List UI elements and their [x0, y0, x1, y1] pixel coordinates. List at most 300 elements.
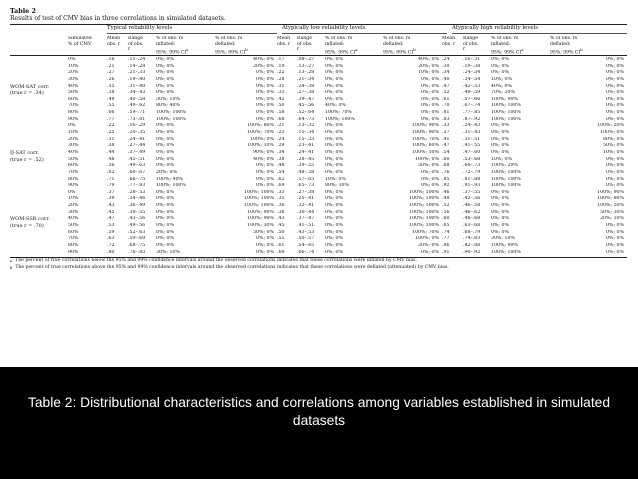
table-row: [10, 90, 627, 97]
col-head-range: Range of obs. r: [128, 36, 144, 53]
table-cell: 100%; 90%: [491, 96, 518, 102]
table-cell: .54: [442, 149, 450, 155]
table-row: [10, 203, 627, 210]
table-cell: 0%; 0%: [325, 70, 343, 76]
table-cell: 100%; 100%: [491, 110, 521, 116]
table-cell: 0%; 0%: [421, 110, 439, 116]
table-cell: .81: [442, 110, 450, 116]
table-cell: .91: [442, 249, 450, 255]
table-cell: 0%; 0%: [325, 57, 343, 62]
column-headers: [10, 36, 627, 56]
table-cell: .24–.43: [463, 123, 481, 129]
header-rule: [10, 55, 627, 56]
table-cell: 0%; 0%: [325, 163, 343, 169]
table-cell: 0%; 0%: [325, 169, 343, 175]
table-cell: .68: [442, 163, 450, 169]
table-cell: 100%; 100%: [491, 249, 521, 255]
table-row: [10, 230, 627, 237]
table-cell: .49–.62: [128, 103, 146, 109]
table-row: [10, 57, 627, 64]
table-cell: 50%; 0%: [603, 143, 624, 149]
table-cell: 80%: [68, 110, 79, 116]
table-cell: .69: [277, 249, 285, 255]
table-cell: 100%; 50%: [597, 203, 624, 209]
table-cell: 0%; 0%: [256, 176, 274, 182]
table-cell: .54–.65: [297, 242, 315, 248]
table-cell: 0%; 0%: [156, 229, 174, 235]
table-cell: .83: [442, 116, 450, 122]
table-row: [10, 117, 627, 124]
table-cell: 0%; 0%: [325, 156, 343, 162]
table-cell: 100%; 80%: [247, 123, 274, 129]
row-group-label-empty: [10, 236, 68, 243]
table-cell: 0%; 0%: [606, 229, 624, 235]
table-cell: 0%; 0%: [606, 110, 624, 116]
slide-caption: Table 2: Distributional characteristics and correlations among variables established in simulated datasets: [27, 395, 611, 428]
table-cell: 0%; 0%: [491, 63, 509, 69]
table-cell: .44: [107, 149, 115, 155]
table-cell: .61: [442, 96, 450, 102]
footnote-b: $^b$ The percent of true correlations above the 95% and 99% confidence intervals around the observed correlations indicates that these correlations were deflated (attenuated) by CMV bias.: [10, 265, 449, 270]
table-cell: 100%; 0%: [415, 236, 439, 242]
table-cell: .33: [277, 189, 285, 195]
table-cell: .52–.64: [297, 110, 315, 116]
table-cell: 0%; 0%: [156, 70, 174, 76]
table-cell: 100%; 100%: [491, 103, 521, 109]
table-cell: .38: [107, 143, 115, 149]
table-cell: 60%: [68, 163, 79, 169]
table-row: [10, 77, 627, 84]
table-cell: 0%; 0%: [491, 189, 509, 195]
table-cell: .60: [442, 156, 450, 162]
table-cell: .34–.43: [128, 90, 146, 96]
table-cell: 0%; 0%: [325, 123, 343, 129]
table-cell: 0%; 0%: [325, 242, 343, 248]
table-cell: .57–.65: [297, 176, 315, 182]
table-cell: 0%; 0%: [256, 242, 274, 248]
table-cell: 0%; 0%: [421, 176, 439, 182]
table-cell: .13–.32: [297, 123, 315, 129]
table-row: [10, 223, 627, 230]
row-group-label-empty: [10, 230, 68, 237]
table-cell: .34–.54: [463, 76, 481, 82]
table-cell: .15–.34: [297, 130, 315, 136]
table-cell: 0%; 0%: [325, 229, 343, 235]
table-cell: 100%; 70%: [325, 110, 352, 116]
row-group-label-empty: [10, 57, 68, 64]
table-cell: 20%; 0%: [156, 169, 177, 175]
table-cell: 30%: [68, 209, 79, 215]
table-cell: .24: [442, 57, 450, 62]
table-cell: .46: [442, 189, 450, 195]
table-cell: .64–.73: [297, 116, 315, 122]
table-cell: 50%; 30%: [600, 209, 624, 215]
row-group-label-empty: [10, 117, 68, 124]
row-group-label: (true r = .34): [10, 90, 44, 97]
table-cell: 80%; 40%: [156, 103, 180, 109]
table-cell: .81–.88: [463, 176, 481, 182]
table-cell: .16–.29: [128, 123, 146, 129]
table-row: [10, 103, 627, 110]
row-group-label-empty: [10, 196, 68, 203]
table-cell: .58: [277, 110, 285, 116]
table-cell: 10%: [68, 63, 79, 69]
table-cell: 100%; 20%: [597, 123, 624, 129]
table-cell: .47: [442, 83, 450, 89]
row-group-label-empty: [10, 130, 68, 137]
table-cell: 0%; 0%: [325, 136, 343, 142]
table-cell: 30%: [68, 76, 79, 82]
row-group-label-empty: [10, 183, 68, 190]
table-cell: .21–.33: [128, 70, 146, 76]
table-cell: .72–.79: [463, 169, 481, 175]
table-caption: Results of test of CMV bias in three correlations in simulated datasets.: [10, 15, 226, 22]
table-cell: 20%; 0%: [418, 63, 439, 69]
table-cell: .68: [277, 116, 285, 122]
table-cell: 90%: [68, 116, 79, 122]
table-row: [10, 170, 627, 177]
table-cell: 0%; 0%: [325, 216, 343, 222]
table-cell: .50–.57: [297, 236, 315, 242]
table-cell: .49–.63: [128, 163, 146, 169]
table-cell: .42–.56: [463, 196, 481, 202]
table-cell: 0%; 0%: [421, 76, 439, 82]
table-cell: 60%: [68, 229, 79, 235]
table-cell: 100%; 100%: [491, 183, 521, 189]
table-cell: 100%; 100%: [156, 110, 186, 116]
table-cell: .39–.47: [297, 96, 315, 102]
row-group-label-empty: [10, 137, 68, 144]
table-cell: .45–.56: [297, 103, 315, 109]
table-cell: 10%; 0%: [491, 76, 512, 82]
table-cell: 0%; 0%: [421, 183, 439, 189]
table-cell: .40: [442, 76, 450, 82]
table-cell: .73–.81: [128, 116, 146, 122]
table-cell: 0%; 0%: [606, 96, 624, 102]
table-cell: .39–.55: [297, 163, 315, 169]
table-cell: 100%; 90%: [597, 189, 624, 195]
table-cell: 0%; 0%: [606, 223, 624, 229]
table-cell: .49–.59: [463, 90, 481, 96]
table-cell: .53: [107, 223, 115, 229]
col-head-simulated: Simulated % of CMV: [68, 36, 92, 47]
table-cell: .62: [277, 176, 285, 182]
table-cell: .77: [107, 116, 115, 122]
table-row: [10, 150, 627, 157]
table-cell: .47: [107, 216, 115, 222]
col-head-mean: Mean obs. r: [107, 36, 121, 47]
table-cell: .23–.41: [297, 143, 315, 149]
table-cell: .24–.38: [297, 83, 315, 89]
col-head-deflated: % of obs. rs deflated: 95%; 99% $CI^b$: [215, 36, 248, 56]
table-cell: 30%: [68, 143, 79, 149]
table-cell: 0%; 0%: [156, 236, 174, 242]
table-cell: 10%; 0%: [491, 156, 512, 162]
table-cell: 100%; 100%: [156, 116, 186, 122]
table-cell: .70: [442, 103, 450, 109]
table-cell: 100%; 0%: [250, 136, 274, 142]
col-head-range: Range of obs. r: [463, 36, 479, 53]
group-heading-low: Atypically low reliability levels: [282, 25, 366, 31]
table-cell: .27: [107, 70, 115, 76]
table-cell: .86: [442, 242, 450, 248]
table-cell: 0%; 0%: [421, 116, 439, 122]
table-title: Table 2: [10, 7, 36, 15]
table-cell: .42: [277, 96, 285, 102]
table-cell: 0%; 0%: [325, 203, 343, 209]
table-cell: .13–.28: [297, 70, 315, 76]
table-cell: .27–.44: [128, 143, 146, 149]
table-cell: .27–.38: [297, 90, 315, 96]
table-cell: .30: [442, 63, 450, 69]
table-cell: 100%; 100%: [491, 169, 521, 175]
table-cell: 0%; 0%: [606, 63, 624, 69]
table-cell: 100%; 0%: [415, 156, 439, 162]
table-cell: .24: [277, 136, 285, 142]
row-group-label-empty: [10, 170, 68, 177]
row-group-label: IJ-SAT corr.: [10, 149, 39, 156]
table-cell: 20%; 10%: [600, 216, 624, 222]
col-head-inflated: % of obs. rs inflated: 95%; 99% $CI^a$: [491, 36, 524, 56]
table-cell: 0%; 0%: [156, 209, 174, 215]
table-cell: 0%; 0%: [256, 70, 274, 76]
table-cell: .53–.68: [463, 156, 481, 162]
table-cell: 90%: [68, 183, 79, 189]
table-cell: 0%; 0%: [156, 76, 174, 82]
table-cell: .45–.51: [128, 156, 146, 162]
table-cell: 0%: [68, 57, 76, 62]
table-cell: .48: [442, 196, 450, 202]
table-cell: .22: [107, 123, 115, 129]
table-cell: .50: [277, 229, 285, 235]
table-cell: 100%; 100%: [156, 183, 186, 189]
table-cell: .43–.56: [128, 216, 146, 222]
table-cell: 0%; 0%: [156, 83, 174, 89]
table-cell: .46–.68: [463, 216, 481, 222]
table-cell: 20%: [68, 136, 79, 142]
table-cell: 30%; 10%: [156, 249, 180, 255]
table-cell: .25: [107, 130, 115, 136]
table-cell: .31: [107, 136, 115, 142]
table-cell: 0%; 0%: [421, 103, 439, 109]
table-cell: 40%; 0%: [418, 57, 439, 62]
table-cell: 0%; 0%: [491, 57, 509, 62]
table-cell: 100%; 100%: [244, 203, 274, 209]
table-cell: 0%; 0%: [491, 216, 509, 222]
row-group-label-empty: [10, 97, 68, 104]
table-cell: .55: [107, 103, 115, 109]
table-cell: .31–.51: [463, 136, 481, 142]
table-cell: .43–.53: [297, 229, 315, 235]
table-cell: .67–.74: [463, 103, 481, 109]
table-cell: .38: [277, 156, 285, 162]
table-cell: 10%; 0%: [325, 176, 346, 182]
table-cell: .38: [107, 90, 115, 96]
row-group-label-empty: [10, 163, 68, 170]
table-row: [10, 183, 627, 190]
table-cell: .79: [107, 183, 115, 189]
table-cell: 100%; 100%: [409, 196, 439, 202]
table-cell: .63–.68: [463, 223, 481, 229]
table-cell: .77–.85: [463, 110, 481, 116]
table-cell: 0%; 0%: [156, 216, 174, 222]
table-cell: .48–.58: [297, 169, 315, 175]
table-cell: .43: [107, 203, 115, 209]
table-cell: 30%; 10%: [156, 96, 180, 102]
table-cell: 20%; 0%: [418, 242, 439, 248]
table-cell: 20%; 0%: [253, 63, 274, 69]
table-cell: 10%: [68, 196, 79, 202]
table-cell: 0%; 0%: [156, 57, 174, 62]
table-cell: .20–.35: [128, 130, 146, 136]
table-row: [10, 70, 627, 77]
table-cell: .36: [277, 203, 285, 209]
row-group-label-empty: [10, 210, 68, 217]
table-cell: .37–.49: [128, 149, 146, 155]
table-cell: 0%; 0%: [325, 63, 343, 69]
table-cell: .42–.53: [463, 83, 481, 89]
table-cell: 0%; 0%: [156, 63, 174, 69]
table-cell: .52: [442, 203, 450, 209]
table-cell: 90%: [68, 249, 79, 255]
table-cell: .60: [442, 216, 450, 222]
table-cell: .71: [107, 176, 115, 182]
table-cell: 60%: [68, 96, 79, 102]
table-cell: 40%; 0%: [491, 83, 512, 89]
table-cell: 0%; 0%: [491, 203, 509, 209]
table-cell: 0%: [68, 189, 76, 195]
table-cell: 10%; 0%: [418, 70, 439, 76]
table-cell: 0%; 0%: [606, 116, 624, 122]
table-cell: .45: [277, 223, 285, 229]
table-cell: 0%; 0%: [156, 130, 174, 136]
table-cell: .66–.75: [128, 176, 146, 182]
table-cell: 100%; 30%: [247, 223, 274, 229]
table-cell: .59–.71: [128, 110, 146, 116]
table-cell: 0%; 0%: [491, 149, 509, 155]
table-cell: 0%; 0%: [606, 70, 624, 76]
col-head-range: Range of obs. r: [297, 36, 313, 53]
table-cell: 70%: [68, 103, 79, 109]
table-cell: .69: [277, 183, 285, 189]
table-cell: .37–.47: [297, 216, 315, 222]
table-cell: .21: [277, 123, 285, 129]
table-cell: .82–.88: [463, 242, 481, 248]
table-cell: 0%; 0%: [606, 236, 624, 242]
table-cell: 0%; 0%: [421, 249, 439, 255]
table-cell: .17: [277, 57, 285, 62]
table-cell: 50%: [68, 223, 79, 229]
table-cell: .77–.83: [128, 183, 146, 189]
table-cell: 100%; 10%: [412, 149, 439, 155]
table-cell: 40%: [68, 216, 79, 222]
table-cell: .34: [277, 149, 285, 155]
table-cell: 100%; 100%: [409, 189, 439, 195]
table-cell: .36–.49: [128, 203, 146, 209]
table-cell: 0%; 0%: [256, 169, 274, 175]
table-cell: .66–.73: [463, 163, 481, 169]
row-group-label-empty: [10, 70, 68, 77]
table-cell: 100%; 90%: [247, 216, 274, 222]
table-cell: 100%; 10%: [247, 143, 274, 149]
table-cell: 0%; 0%: [256, 163, 274, 169]
table-cell: 0%; 0%: [156, 90, 174, 96]
table-cell: 0%; 0%: [256, 249, 274, 255]
table-cell: 0%; 0%: [325, 149, 343, 155]
table-cell: 0%; 0%: [156, 223, 174, 229]
table-cell: 0%; 0%: [325, 143, 343, 149]
table-cell: .13–.27: [297, 63, 315, 69]
table-cell: 100%; 90%: [491, 242, 518, 248]
table-cell: 80%; 0%: [603, 136, 624, 142]
table-cell: .15–.33: [297, 136, 315, 142]
table-cell: .40–.58: [128, 96, 146, 102]
row-group-label-empty: [10, 143, 68, 150]
table-cell: 40%: [68, 83, 79, 89]
table-cell: .24–.34: [463, 70, 481, 76]
table-cell: 100%; 70%: [412, 136, 439, 142]
table-cell: .35: [107, 83, 115, 89]
table-cell: 100%; 90%: [412, 130, 439, 136]
table-cell: .45: [107, 209, 115, 215]
table-cell: .19–.38: [463, 63, 481, 69]
table-row: [10, 84, 627, 91]
table-cell: .41–.51: [297, 223, 315, 229]
table-row: [10, 196, 627, 203]
table-row: [10, 250, 627, 257]
table-cell: .16–.31: [463, 57, 481, 62]
table-cell: 0%; 0%: [325, 96, 343, 102]
table-cell: 70%: [68, 169, 79, 175]
table-cell: 0%; 0%: [491, 209, 509, 215]
row-group-label-empty: [10, 123, 68, 130]
table-cell: 0%; 0%: [421, 169, 439, 175]
table-cell: .66: [107, 110, 115, 116]
table-cell: .21: [107, 63, 115, 69]
table-row: [10, 137, 627, 144]
table-cell: .31–.43: [463, 130, 481, 136]
table-cell: .35: [277, 196, 285, 202]
table-cell: 0%; 0%: [325, 130, 343, 136]
table-cell: 50%; 0%: [253, 229, 274, 235]
table-row: [10, 210, 627, 217]
table-cell: .54: [277, 169, 285, 175]
col-head-mean: Mean obs. r: [442, 36, 456, 47]
table-cell: 100%; 100%: [409, 209, 439, 215]
results-table: [10, 57, 627, 256]
row-group-label-empty: [10, 77, 68, 84]
table-cell: .27–.38: [297, 189, 315, 195]
table-cell: 0%; 0%: [421, 96, 439, 102]
table-cell: .21–.34: [297, 76, 315, 82]
table-cell: 0%; 0%: [606, 249, 624, 255]
table-cell: 0%; 0%: [606, 76, 624, 82]
table-cell: 100%; 100%: [491, 116, 521, 122]
table-cell: 90%; 0%: [253, 149, 274, 155]
table-cell: .24–.41: [297, 149, 315, 155]
table-cell: .32–.41: [297, 203, 315, 209]
table-cell: 0%: [68, 123, 76, 129]
table-cell: 0%; 0%: [156, 196, 174, 202]
table-cell: 40%: [68, 149, 79, 155]
table-row: [10, 97, 627, 104]
table-cell: .76: [442, 169, 450, 175]
table-cell: 0%; 0%: [491, 70, 509, 76]
table-cell: 0%; 0%: [606, 183, 624, 189]
table-cell: 0%; 0%: [325, 209, 343, 215]
table-cell: .34: [442, 70, 450, 76]
table-cell: 0%; 0%: [421, 90, 439, 96]
